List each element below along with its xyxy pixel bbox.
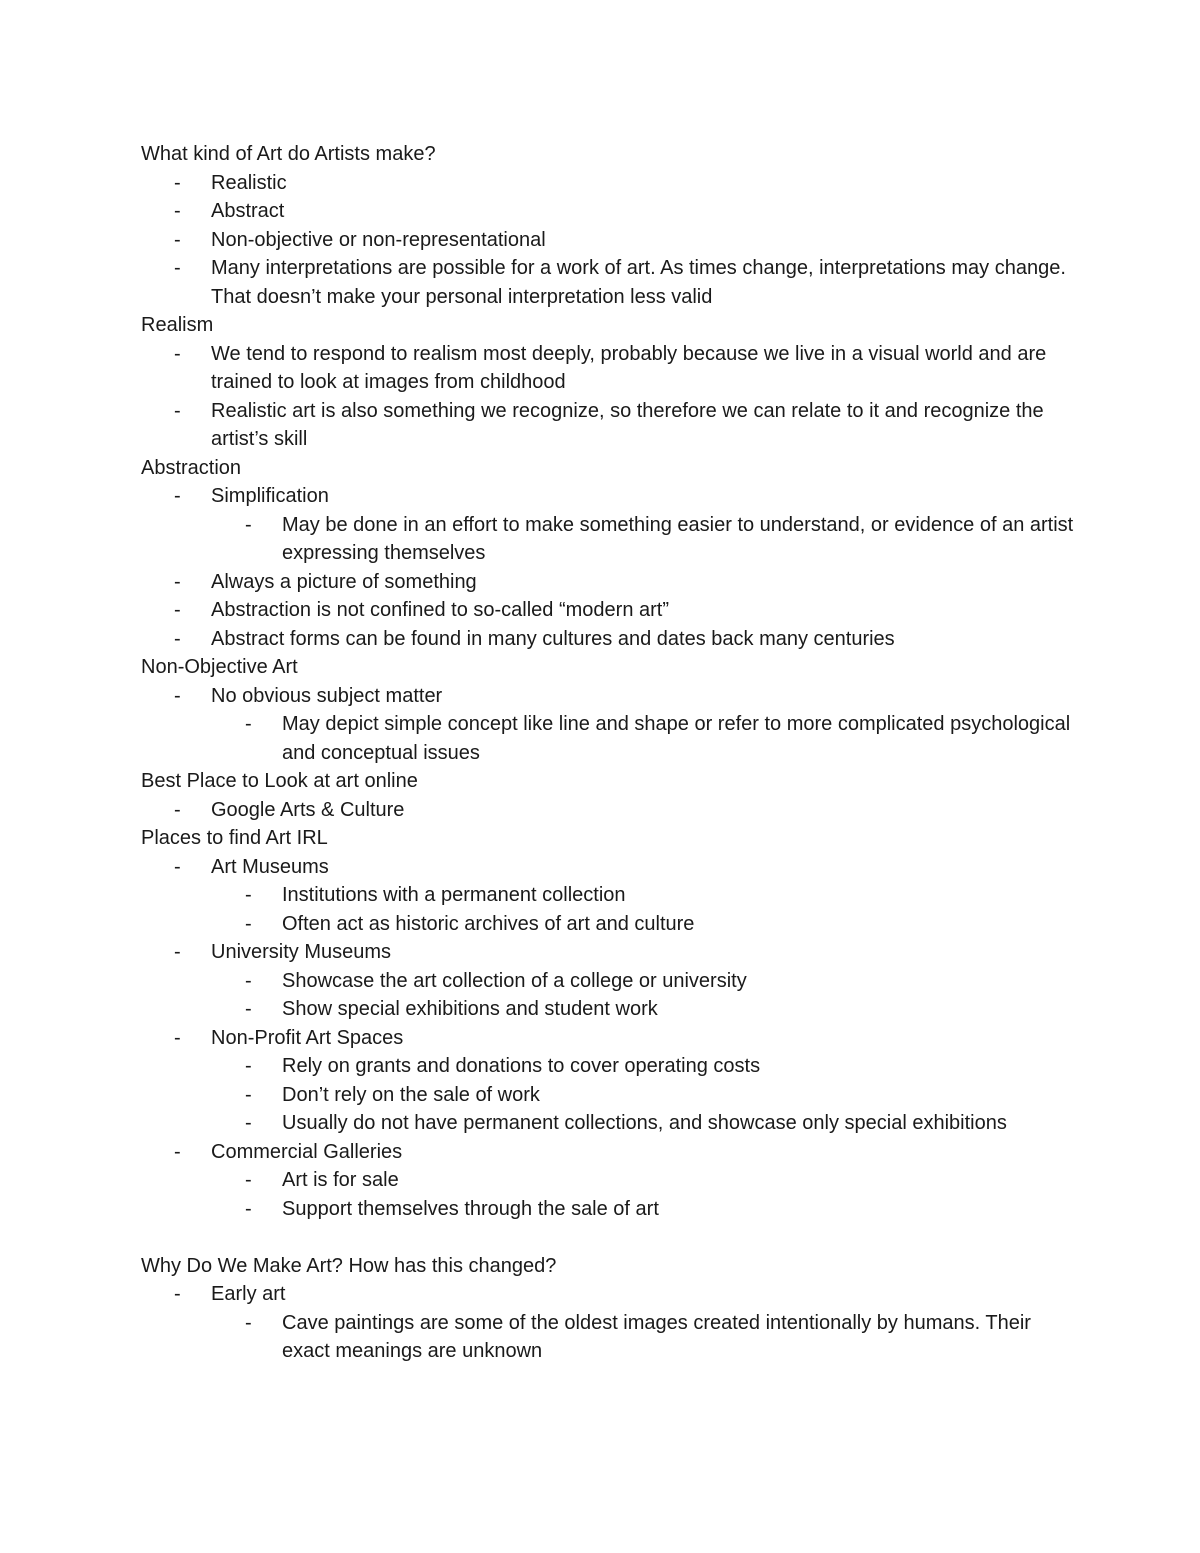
bullet-dash: - <box>245 998 252 1020</box>
list-item <box>141 938 1081 967</box>
list-item <box>141 1280 1081 1309</box>
bullet-dash: - <box>245 969 252 992</box>
bullet-dash: - <box>174 941 181 963</box>
sub-list-item-text: Rely on grants and donations to cover operating costs <box>282 1055 761 1077</box>
bullet-dash: - <box>245 1112 252 1134</box>
list-item-text: Art Museums <box>211 855 329 878</box>
sub-list-item <box>141 1052 1081 1081</box>
sub-list-item-text: Showcase the art collection of a college or university <box>282 969 747 992</box>
sub-list-item-text: Usually do not have permanent collections, and showcase only special exhibitions <box>282 1112 1007 1134</box>
sub-list-item <box>141 710 1081 767</box>
list-item <box>141 397 1081 454</box>
list-item-text: Realistic art is also something we recognize, so therefore we can relate to it and recognize the artist’s skill <box>211 399 1044 450</box>
document-page <box>141 140 1081 1366</box>
bullet-dash: - <box>174 228 181 251</box>
bullet-dash: - <box>245 1169 252 1191</box>
bullet-dash: - <box>245 1055 252 1077</box>
sub-list-item <box>141 995 1081 1024</box>
sub-list-item <box>141 1309 1081 1366</box>
bullet-dash: - <box>174 627 181 650</box>
list-item <box>141 568 1081 597</box>
list-item-text: Abstract <box>211 200 285 222</box>
list-item-text: Early art <box>211 1283 286 1305</box>
list-item-text: Abstract forms can be found in many cultures and dates back many centuries <box>211 627 895 650</box>
sub-list-item <box>141 910 1081 939</box>
sub-list-item <box>141 967 1081 996</box>
sub-list-item <box>141 1166 1081 1195</box>
list-item-text: Non-Profit Art Spaces <box>211 1026 404 1049</box>
sub-list-item-text: Don’t rely on the sale of work <box>282 1083 540 1106</box>
list-item <box>141 340 1081 397</box>
sub-list-item-text: Often act as historic archives of art and culture <box>282 912 695 935</box>
bullet-dash: - <box>174 399 181 422</box>
sub-list-item-text: May be done in an effort to make something easier to understand, or evidence of an artist expressing themselves <box>282 513 1074 564</box>
bullet-dash: - <box>174 599 181 621</box>
section-heading-what-kind-of-art-do-artists-make: What kind of Art do Artists make? <box>141 143 436 165</box>
sub-list-item <box>141 1195 1081 1224</box>
list-item <box>141 226 1081 255</box>
sub-list-item-text: Institutions with a permanent collection <box>282 884 626 906</box>
list-item-text: Simplification <box>211 485 329 507</box>
sub-list-item-text: Support themselves through the sale of art <box>282 1197 659 1220</box>
list-item-text: Abstraction is not confined to so-called “modern art” <box>211 599 669 621</box>
list-item-text: We tend to respond to realism most deeply, probably because we live in a visual world and are trained to look at images from childhood <box>211 342 1047 393</box>
bullet-dash: - <box>245 1083 252 1106</box>
list-item <box>141 197 1081 226</box>
bullet-dash: - <box>174 798 181 821</box>
sub-list-item <box>141 1109 1081 1138</box>
sub-list-item-text: May depict simple concept like line and shape or refer to more complicated psychological and conceptual issues <box>282 713 1071 764</box>
section-heading-why-do-we-make-art-how-has-this-changed: Why Do We Make Art? How has this changed? <box>141 1254 557 1277</box>
bullet-dash: - <box>174 200 181 222</box>
list-item <box>141 625 1081 654</box>
sub-list-item-text: Show special exhibitions and student work <box>282 998 658 1020</box>
bullet-dash: - <box>174 684 181 707</box>
list-item-text: University Museums <box>211 941 392 963</box>
list-item <box>141 682 1081 711</box>
list-item <box>141 1138 1081 1167</box>
bullet-dash: - <box>174 855 181 878</box>
section-heading-places-to-find-art-irl: Places to find Art IRL <box>141 827 328 849</box>
bullet-dash: - <box>174 1283 181 1305</box>
bullet-dash: - <box>174 171 181 194</box>
list-item-text: Many interpretations are possible for a work of art. As times change, interpretations may change. That doesn’t make your personal interpretation less valid <box>211 257 1066 308</box>
list-item-text: Google Arts & Culture <box>211 798 405 821</box>
sub-list-item <box>141 511 1081 568</box>
list-item <box>141 853 1081 882</box>
sub-list-item <box>141 1081 1081 1110</box>
sub-list-item-text: Cave paintings are some of the oldest images created intentionally by humans. Their exact meanings are unknown <box>282 1311 1031 1362</box>
sub-list-item <box>141 881 1081 910</box>
list-item-text: Realistic <box>211 171 287 194</box>
list-item-text: No obvious subject matter <box>211 684 443 707</box>
list-item <box>141 482 1081 511</box>
sub-list-item-text: Art is for sale <box>282 1169 399 1191</box>
section-heading-realism: Realism <box>141 314 214 336</box>
bullet-dash: - <box>245 912 252 935</box>
bullet-dash: - <box>174 257 181 279</box>
list-item <box>141 169 1081 198</box>
bullet-dash: - <box>245 713 252 735</box>
list-item <box>141 596 1081 625</box>
section-heading-non-objective-art: Non-Objective Art <box>141 656 298 678</box>
blank-line <box>141 1223 1081 1252</box>
list-item-text: Always a picture of something <box>211 570 477 593</box>
bullet-dash: - <box>245 1311 252 1334</box>
list-item <box>141 1024 1081 1053</box>
section-heading-abstraction: Abstraction <box>141 456 242 479</box>
bullet-dash: - <box>174 1026 181 1049</box>
list-item-text: Non-objective or non-representational <box>211 228 546 251</box>
list-item <box>141 796 1081 825</box>
bullet-dash: - <box>174 1140 181 1163</box>
list-item-text: Commercial Galleries <box>211 1140 403 1163</box>
bullet-dash: - <box>174 570 181 593</box>
bullet-dash: - <box>174 342 181 365</box>
bullet-dash: - <box>245 1197 252 1220</box>
section-heading-best-place-to-look-at-art-online: Best Place to Look at art online <box>141 770 418 792</box>
bullet-dash: - <box>245 884 252 906</box>
bullet-dash: - <box>245 513 252 536</box>
list-item <box>141 254 1081 311</box>
bullet-dash: - <box>174 485 181 507</box>
